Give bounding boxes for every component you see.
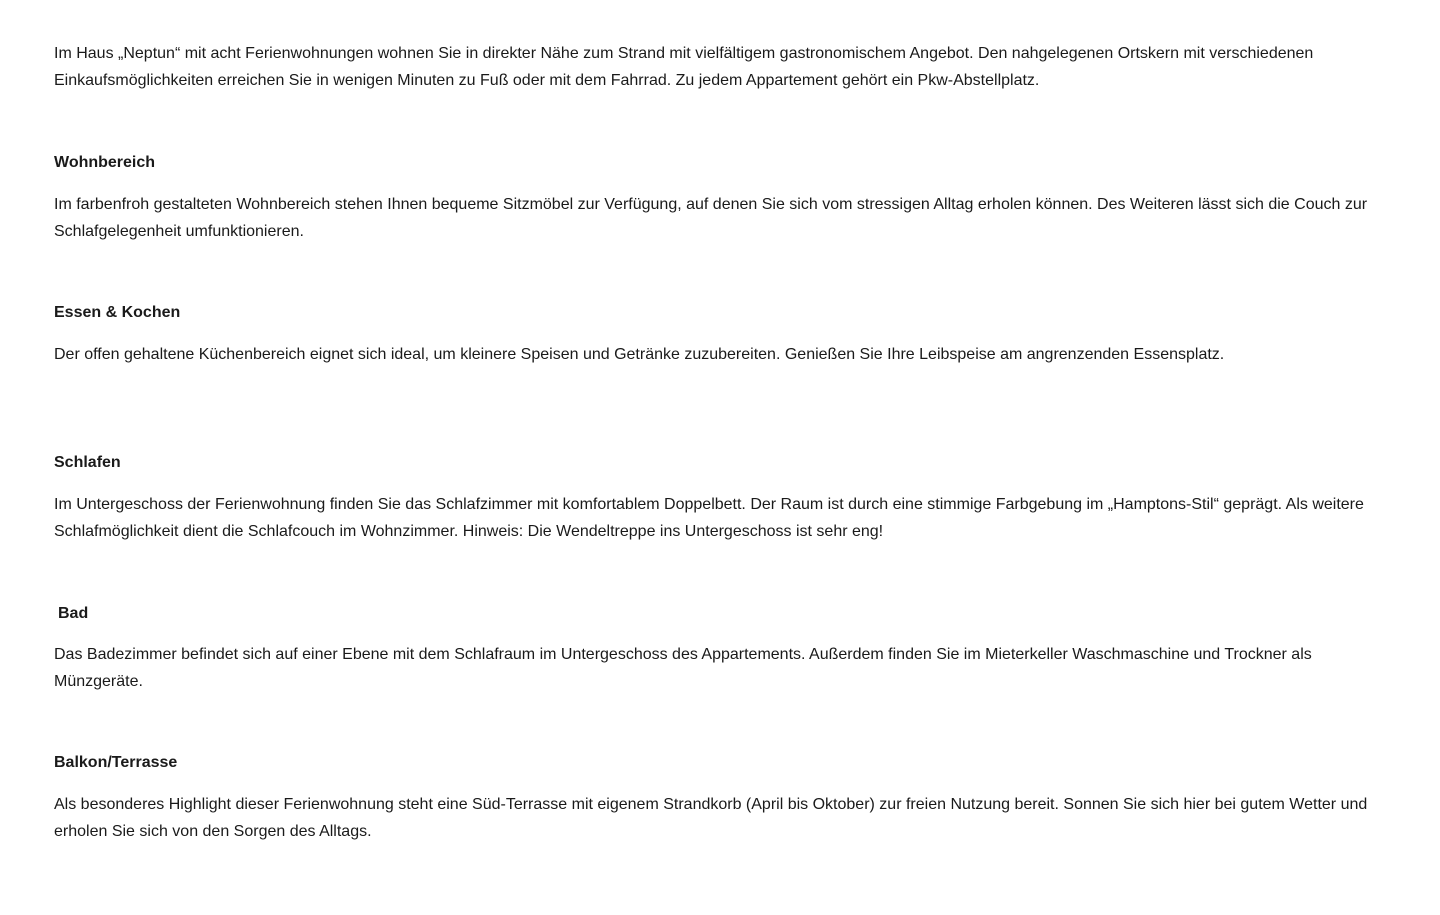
intro-paragraph: Im Haus „Neptun“ mit acht Ferienwohnungen wohnen Sie in direkter Nähe zum Strand mit vielfältigem gastronomischem Angebot. Den nahgelegenen Ortskern mit verschiedenen Einkaufsmöglichkeiten erreichen Sie in wenigen Minuten zu Fuß oder mit dem Fahrrad. Zu jedem Appartement gehört ein Pkw-Abstellplatz.: [54, 45, 1314, 89]
section-heading-bad: Bad: [58, 605, 89, 622]
section-text-wohnbereich: Im farbenfroh gestalteten Wohnbereich stehen Ihnen bequeme Sitzmöbel zur Verfügung, auf denen Sie sich vom stressigen Alltag erholen können. Des Weiteren lässt sich die Couch zur Schlafgelegenheit umfunktionieren.: [54, 196, 1368, 240]
section-text-bad: Das Badezimmer befindet sich auf einer Ebene mit dem Schlafraum im Untergeschoss des Appartements. Außerdem finden Sie im Mieterkeller Waschmaschine und Trockner als Münzgeräte.: [54, 646, 1312, 690]
section-heading-schlafen: Schlafen: [54, 454, 121, 471]
section-text-schlafen: Im Untergeschoss der Ferienwohnung finden Sie das Schlafzimmer mit komfortablem Doppelbett. Der Raum ist durch eine stimmige Farbgebung im „Hamptons-Stil“ geprägt. Als weitere Schlafmöglichkeit dient die Schlafcouch im Wohnzimmer. Hinweis: Die Wendeltreppe ins Untergeschoss ist sehr eng!: [54, 496, 1364, 540]
section-heading-essen-kochen: Essen & Kochen: [54, 304, 181, 321]
section-text-balkon-terrasse: Als besonderes Highlight dieser Ferienwohnung steht eine Süd-Terrasse mit eigenem Strandkorb (April bis Oktober) zur freien Nutzung bereit. Sonnen Sie sich hier bei gutem Wetter und erholen Sie sich von den Sorgen des Alltags.: [54, 796, 1368, 840]
section-text-essen-kochen: Der offen gehaltene Küchenbereich eignet sich ideal, um kleinere Speisen und Getränke zuzubereiten. Genießen Sie Ihre Leibspeise am angrenzenden Essensplatz.: [54, 346, 1225, 363]
section-heading-balkon-terrasse: Balkon/Terrasse: [54, 754, 178, 771]
section-heading-wohnbereich: Wohnbereich: [54, 154, 156, 171]
